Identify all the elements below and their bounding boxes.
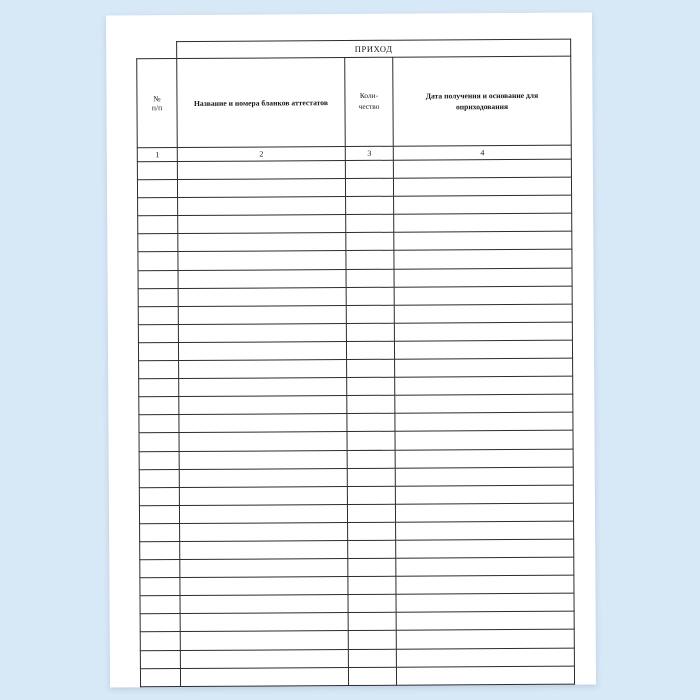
table-cell-npp[interactable] — [138, 234, 178, 252]
table-cell-date[interactable] — [395, 467, 573, 486]
table-cell-qty[interactable] — [347, 395, 395, 413]
table-cell-name[interactable] — [177, 179, 345, 198]
table-cell-name[interactable] — [178, 215, 346, 234]
table-cell-qty[interactable] — [348, 631, 396, 649]
table-cell-date[interactable] — [396, 521, 574, 540]
table-cell-date[interactable] — [395, 394, 573, 413]
table-cell-qty[interactable] — [346, 269, 394, 287]
table-cell-npp[interactable] — [140, 578, 180, 596]
table-cell-name[interactable] — [178, 287, 346, 306]
table-cell-qty[interactable] — [346, 251, 394, 269]
table-cell-name[interactable] — [180, 631, 348, 650]
table-cell-npp[interactable] — [140, 632, 180, 650]
group-header-empty-cell — [137, 42, 177, 59]
table-cell-qty[interactable] — [346, 233, 394, 251]
column-header-npp-line1: № — [153, 93, 161, 103]
document-content — [136, 39, 574, 674]
table-cell-npp[interactable] — [140, 542, 180, 560]
ledger-table — [136, 39, 575, 687]
table-cell-npp[interactable] — [138, 252, 178, 270]
table-cell-qty[interactable] — [345, 178, 393, 196]
table-cell-qty[interactable] — [347, 504, 395, 522]
table-cell-npp[interactable] — [140, 668, 180, 686]
table-cell-npp[interactable] — [139, 469, 179, 487]
column-number-3: 3 — [345, 146, 393, 160]
table-cell-npp[interactable] — [139, 433, 179, 451]
column-header-npp — [137, 59, 178, 148]
table-cell-date[interactable] — [395, 376, 573, 395]
table-cell-name[interactable] — [177, 161, 345, 180]
table-cell-date[interactable] — [394, 268, 572, 287]
table-cell-npp[interactable] — [139, 505, 179, 523]
table-cell-date[interactable] — [395, 485, 573, 504]
table-cell-qty[interactable] — [348, 540, 396, 558]
table-cell-date[interactable] — [395, 449, 573, 468]
table-cell-name[interactable] — [178, 233, 346, 252]
table-cell-qty[interactable] — [347, 359, 395, 377]
column-header-npp-line2: п/п — [151, 103, 163, 113]
table-cell-npp[interactable] — [140, 614, 180, 632]
table-cell-npp[interactable] — [138, 198, 178, 216]
table-cell-npp[interactable] — [139, 487, 179, 505]
table-cell-name[interactable] — [179, 486, 347, 505]
document-sheet — [106, 13, 596, 688]
table-cell-date[interactable] — [395, 503, 573, 522]
table-cell-date[interactable] — [394, 286, 572, 305]
table-cell-date[interactable] — [394, 304, 572, 323]
table-cell-date[interactable] — [396, 539, 574, 558]
table-cell-date[interactable] — [396, 611, 574, 630]
table-cell-qty[interactable] — [346, 305, 394, 323]
table-cell-qty[interactable] — [347, 486, 395, 504]
table-cell-npp[interactable] — [139, 397, 179, 415]
table-cell-qty[interactable] — [348, 576, 396, 594]
table-cell-date[interactable] — [393, 177, 571, 196]
table-cell-name[interactable] — [180, 540, 348, 559]
column-header-quantity — [345, 57, 394, 146]
table-cell-qty[interactable] — [348, 522, 396, 540]
table-cell-name[interactable] — [180, 577, 348, 596]
table-cell-npp[interactable] — [138, 306, 178, 324]
table-cell-date[interactable] — [394, 213, 572, 232]
table-cell-name[interactable] — [178, 197, 346, 216]
table-cell-qty[interactable] — [347, 432, 395, 450]
table-cell-qty[interactable] — [347, 468, 395, 486]
table-cell-date[interactable] — [394, 195, 572, 214]
column-number-2: 2 — [177, 147, 345, 162]
column-header-quantity-line2: чество — [358, 101, 380, 111]
table-cell-npp[interactable] — [138, 216, 178, 234]
table-cell-name[interactable] — [180, 667, 348, 686]
table-cell-npp[interactable] — [138, 324, 178, 342]
table-cell-npp[interactable] — [139, 379, 179, 397]
table-cell-npp[interactable] — [140, 560, 180, 578]
table-cell-npp[interactable] — [139, 415, 179, 433]
table-cell-name[interactable] — [178, 269, 346, 288]
table-cell-name[interactable] — [180, 649, 348, 668]
table-cell-date[interactable] — [394, 232, 572, 251]
table-cell-name[interactable] — [178, 323, 346, 342]
table-cell-qty[interactable] — [347, 377, 395, 395]
table-cell-name[interactable] — [179, 432, 347, 451]
table-cell-name[interactable] — [180, 559, 348, 578]
table-cell-npp[interactable] — [138, 270, 178, 288]
column-header-name-label: Название и номера бланков аттестатов — [193, 97, 329, 108]
column-header-date-line2: оприходования — [455, 102, 509, 112]
table-cell-npp[interactable] — [139, 361, 179, 379]
column-header-name — [177, 58, 346, 148]
table-cell-qty[interactable] — [348, 613, 396, 631]
table-cell-name[interactable] — [180, 613, 348, 632]
table-cell-qty[interactable] — [348, 558, 396, 576]
table-cell-date[interactable] — [396, 666, 574, 685]
table-cell-name[interactable] — [178, 305, 346, 324]
table-header-row — [137, 56, 572, 148]
table-cell-date[interactable] — [395, 431, 573, 450]
table-cell-npp[interactable] — [139, 451, 179, 469]
table-cell-date[interactable] — [393, 159, 571, 178]
table-cell-npp[interactable] — [140, 523, 180, 541]
table-cell-date[interactable] — [394, 322, 572, 341]
table-cell-qty[interactable] — [346, 196, 394, 214]
table-cell-date[interactable] — [394, 340, 572, 359]
column-header-date-line1: Дата получения и основание для — [425, 90, 539, 101]
table-cell-date[interactable] — [396, 648, 574, 667]
table-cell-date[interactable] — [396, 593, 574, 612]
table-cell-qty[interactable] — [346, 215, 394, 233]
table-cell-name[interactable] — [178, 251, 346, 270]
table-cell-qty[interactable] — [348, 649, 396, 667]
table-cell-npp[interactable] — [140, 650, 180, 668]
group-header-prihod: ПРИХОД — [177, 39, 571, 58]
column-header-date — [393, 56, 572, 146]
table-cell-qty[interactable] — [348, 594, 396, 612]
table-cell-date[interactable] — [394, 250, 572, 269]
table-cell-date[interactable] — [396, 630, 574, 649]
table-cell-qty[interactable] — [346, 323, 394, 341]
table-cell-qty[interactable] — [346, 287, 394, 305]
table-cell-qty[interactable] — [345, 160, 393, 178]
table-cell-npp[interactable] — [138, 288, 178, 306]
table-cell-qty[interactable] — [348, 667, 396, 685]
table-cell-qty[interactable] — [346, 341, 394, 359]
table-cell-date[interactable] — [395, 358, 573, 377]
table-cell-npp[interactable] — [137, 162, 177, 180]
table-cell-date[interactable] — [396, 557, 574, 576]
column-number-1: 1 — [137, 148, 177, 162]
table-cell-npp[interactable] — [140, 596, 180, 614]
table-cell-name[interactable] — [179, 450, 347, 469]
table-cell-name[interactable] — [179, 396, 347, 415]
table-cell-name[interactable] — [179, 468, 347, 487]
table-cell-name[interactable] — [179, 504, 347, 523]
table-cell-qty[interactable] — [347, 414, 395, 432]
table-cell-name[interactable] — [179, 378, 347, 397]
table-cell-npp[interactable] — [137, 180, 177, 198]
table-cell-date[interactable] — [396, 575, 574, 594]
table-cell-name[interactable] — [180, 595, 348, 614]
table-cell-npp[interactable] — [138, 342, 178, 360]
table-cell-name[interactable] — [178, 341, 346, 360]
column-number-4: 4 — [393, 145, 571, 160]
table-row[interactable] — [140, 666, 574, 687]
table-cell-name[interactable] — [179, 360, 347, 379]
column-header-quantity-line1: Коли- — [359, 91, 379, 101]
table-cell-qty[interactable] — [347, 450, 395, 468]
table-cell-name[interactable] — [180, 522, 348, 541]
table-body — [137, 39, 575, 686]
table-cell-name[interactable] — [179, 414, 347, 433]
table-cell-date[interactable] — [395, 412, 573, 431]
